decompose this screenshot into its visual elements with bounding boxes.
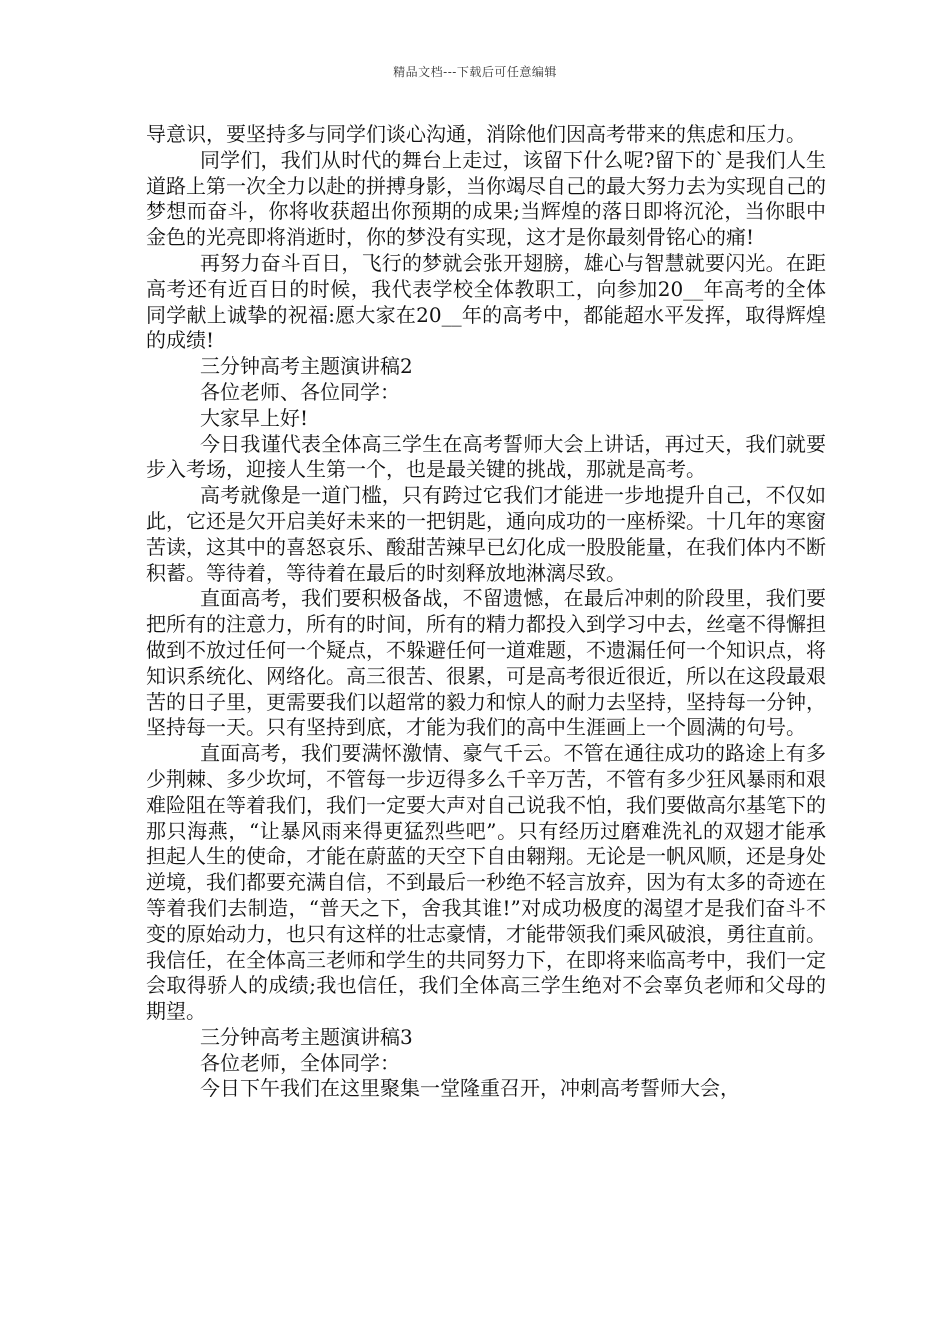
paragraph: 今日我谨代表全体高三学生在高考誓师大会上讲话，再过天，我们就要步入考场，迎接人生第一个，也是最关键的挑战，那就是高考。 [146,431,826,482]
paragraph: 直面高考，我们要积极备战，不留遗憾，在最后冲刺的阶段里，我们要把所有的注意力，所有的时间，所有的精力都投入到学习中去，丝毫不得懈担做到不放过任何一个疑点，不躲避任何一道难题，不遗漏任何一个知识点，将知识系统化、网络化。高三很苦、很累，可是高考很近很近，所以在这段最艰苦的日子里，更需要我们以超常的毅力和惊人的耐力去坚持，坚持每一分钟，坚持每一天。只有坚持到底，才能为我们的高中生涯画上一个圆满的句号。 [146,586,826,740]
paragraph: 直面高考，我们要满怀激情、豪气千云。不管在通往成功的路途上有多少荆棘、多少坎坷，不管每一步迈得多么千辛万苦，不管有多少狂风暴雨和艰难险阻在等着我们，我们一定要大声对自己说我不怕，我们要做高尔基笔下的那只海燕，“让暴风雨来得更猛烈些吧”。只有经历过磨难洗礼的双翅才能承担起人生的使命，才能在蔚蓝的天空下自由翱翔。无论是一帆风顺，还是身处逆境，我们都要充满自信，不到最后一秒绝不轻言放弃，因为有太多的奇迹在等着我们去制造，“普天之下，舍我其谁!”对成功极度的渴望才是我们奋斗不变的原始动力，也只有这样的壮志豪情，才能带领我们乘风破浪，勇往直前。我信任，在全体高三老师和学生的共同努力下，在即将来临高考中，我们一定会取得骄人的成绩;我也信任，我们全体高三学生绝对不会辜负老师和父母的期望。 [146,741,826,1024]
document-body [146,122,826,1102]
paragraph: 再努力奋斗百日，飞行的梦就会张开翅膀，雄心与智慧就要闪光。在距高考还有近百日的时候，我代表学校全体教职工，向参加20__年高考的全体同学献上诚挚的祝福:愿大家在20__年的高考中，都能超水平发挥，取得辉煌的成绩! [146,250,826,353]
section-title: 三分钟高考主题演讲稿2 [200,354,413,379]
salutation: 各位老师，全体同学： [200,1050,400,1075]
section-title: 三分钟高考主题演讲稿3 [200,1024,413,1049]
salutation: 各位老师、各位同学： [200,379,400,404]
paragraph: 同学们，我们从时代的舞台上走过，该留下什么呢?留下的`是我们人生道路上第一次全力以赴的拼搏身影，当你竭尽自己的最大努力去为实现自己的梦想而奋斗，你将收获超出你预期的成果;当辉煌的落日即将沉沦，当你眼中金色的光亮即将消逝时，你的梦没有实现，这才是你最刻骨铭心的痛! [146,147,826,250]
page-header: 精品文档---下载后可任意编辑 [393,65,557,79]
paragraph: 导意识，要坚持多与同学们谈心沟通，消除他们因高考带来的焦虑和压力。 [146,122,806,146]
paragraph: 今日下午我们在这里聚集一堂隆重召开，冲刺高考誓师大会， [200,1076,740,1101]
paragraph: 高考就像是一道门槛，只有跨过它我们才能进一步地提升自己，不仅如此，它还是欠开启美好未来的一把钥匙，通向成功的一座桥梁。十几年的寒窗苦读，这其中的喜怒哀乐、酸甜苦辣早已幻化成一股股能量，在我们体内不断积蓄。等待着，等待着在最后的时刻释放地淋漓尽致。 [146,483,826,585]
greeting: 大家早上好! [200,405,309,430]
